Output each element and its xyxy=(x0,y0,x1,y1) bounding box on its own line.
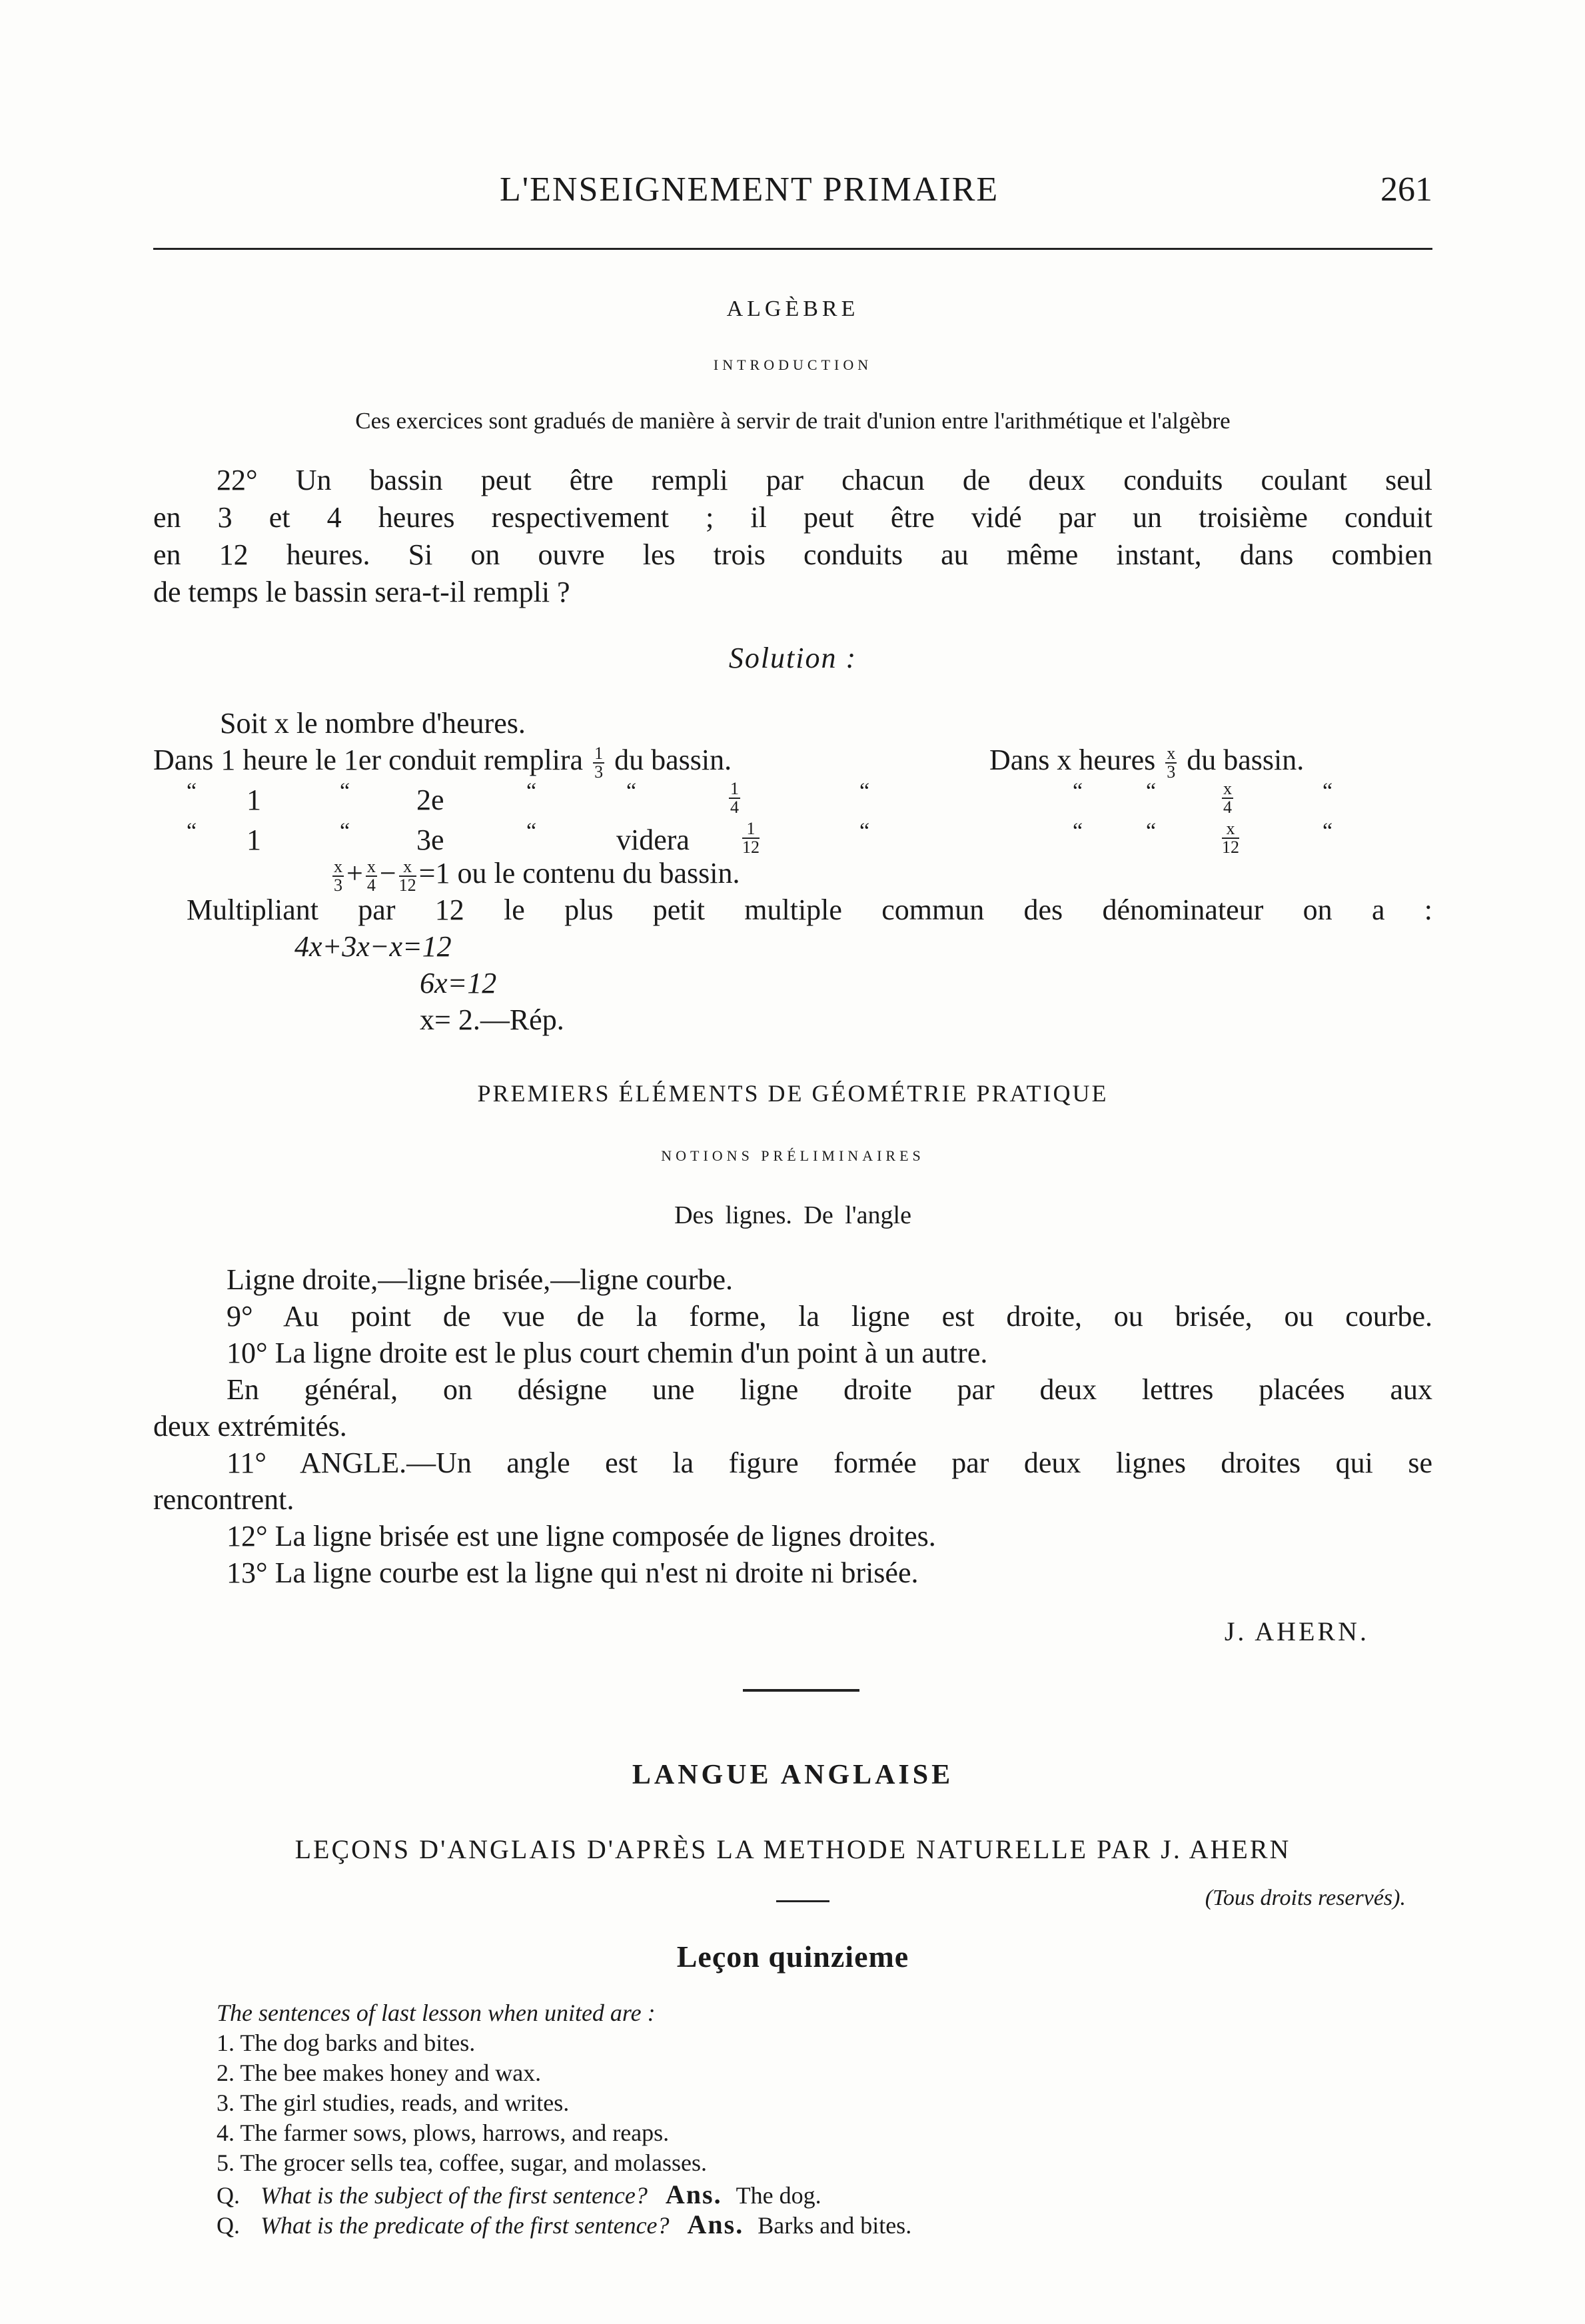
ditto-mark: “ xyxy=(340,779,350,804)
ditto-mark: “ xyxy=(187,819,197,844)
page xyxy=(153,0,1432,2324)
problem-line: en 3 et 4 heures respectivement ; il peut être vidé par un troisième conduit xyxy=(153,501,1432,534)
ditto-mark: “ xyxy=(1322,819,1333,844)
solution-line: Soit x le nombre d'heures. xyxy=(220,707,526,740)
problem-line: 22° Un bassin peut être rempli par chacun de deux conduits coulant seul xyxy=(217,464,1432,496)
lesson-intro: The sentences of last lesson when united are : xyxy=(217,2000,656,2026)
fraction: $\frac{1}{3}$ xyxy=(594,743,604,782)
signature: J. AHERN. xyxy=(1224,1616,1369,1646)
header-rule xyxy=(153,248,1432,250)
fraction: $\frac{x}{4}$ xyxy=(1223,779,1232,817)
list-item: 5. The grocer sells tea, coffee, sugar, and molasses. xyxy=(217,2149,707,2176)
ditto-mark: “ xyxy=(1146,779,1157,804)
dash-rule xyxy=(776,1900,829,1902)
geometry-line: En général, on désigne une ligne droite par deux lettres placées aux xyxy=(227,1373,1432,1406)
question-label: Q. xyxy=(217,2182,240,2209)
list-item: 2. The bee makes honey and wax. xyxy=(217,2059,542,2086)
ditto-mark: “ xyxy=(526,819,537,844)
fraction: $\frac{x}{12}$ xyxy=(398,856,416,895)
row2-num: 1 xyxy=(247,784,261,816)
question-label: Q. xyxy=(217,2212,240,2239)
page-number: 261 xyxy=(1380,171,1432,209)
english-subtitle: LEÇONS D'ANGLAIS D'APRÈS LA METHODE NATURELLE PAR J. AHERN xyxy=(294,1834,1291,1864)
multiply-line: Multipliant par 12 le plus petit multiple commun des dénominateur on a : xyxy=(187,893,1432,926)
lesson-title: Leçon quinzieme xyxy=(676,1940,909,1974)
answer-text: Barks and bites. xyxy=(758,2212,912,2239)
list-item: 3. The girl studies, reads, and writes. xyxy=(217,2089,570,2116)
fraction: $\frac{x}{12}$ xyxy=(1222,819,1239,857)
geometry-line: rencontrent. xyxy=(153,1483,294,1516)
answer-label: Ans. xyxy=(665,2179,722,2209)
geometry-topics: Des lignes. De l'angle xyxy=(674,1201,911,1229)
ditto-mark: “ xyxy=(859,819,870,844)
ditto-mark: “ xyxy=(1322,779,1333,804)
row2-ord: 2e xyxy=(416,784,444,816)
geometry-line: 10° La ligne droite est le plus court chemin d'un point à un autre. xyxy=(227,1337,988,1369)
ditto-mark: “ xyxy=(526,779,537,804)
row1-text: Dans x heures xyxy=(989,744,1156,776)
geometry-line: 9° Au point de vue de la forme, la ligne est droite, ou brisée, ou courbe. xyxy=(227,1300,1432,1333)
equation-3: x= 2.—Rép. xyxy=(420,1003,564,1036)
problem-line: en 12 heures. Si on ouvre les trois conduits au même instant, dans combien xyxy=(153,538,1432,571)
sum-equation: $\frac{x}{3}$ + $\frac{x}{4}$ − $\frac{x}{12}$ =1 ou le contenu du bassin. xyxy=(334,856,740,895)
geometry-line: 11° ANGLE.—Un angle est la figure formée par deux lignes droites qui se xyxy=(227,1447,1432,1479)
row1-text: du bassin. xyxy=(1187,744,1305,776)
ditto-mark: “ xyxy=(1073,819,1083,844)
row1-text: du bassin. xyxy=(614,744,732,776)
running-title: L'ENSEIGNEMENT PRIMAIRE xyxy=(500,171,999,209)
section-divider xyxy=(743,1689,859,1692)
question-text: What is the predicate of the first sentence? xyxy=(261,2212,670,2239)
sum-text: =1 ou le contenu du bassin. xyxy=(418,857,740,889)
solution-row-1-right xyxy=(989,743,1304,781)
question-line xyxy=(217,2179,821,2210)
rights-reserved: (Tous droits reservés). xyxy=(1205,1886,1406,1910)
ditto-mark: “ xyxy=(1146,819,1157,844)
running-head xyxy=(153,170,1432,217)
algebra-subheading: INTRODUCTION xyxy=(713,356,873,373)
question-text: What is the subject of the first sentence? xyxy=(261,2182,648,2209)
question-line xyxy=(217,2209,911,2240)
geometry-line: Ligne droite,—ligne brisée,—ligne courbe. xyxy=(227,1263,733,1296)
algebra-heading: ALGÈBRE xyxy=(726,296,859,321)
fraction: $\frac{x}{3}$ xyxy=(334,856,342,895)
geometry-subheading: NOTIONS PRÉLIMINAIRES xyxy=(661,1147,925,1164)
solution-row-2 xyxy=(153,779,1432,823)
ditto-mark: “ xyxy=(340,819,350,844)
row1-text: Dans 1 heure le 1er conduit remplira xyxy=(153,744,584,776)
fraction: $\frac{x}{4}$ xyxy=(366,856,376,895)
fraction: $\frac{1}{12}$ xyxy=(742,819,760,857)
ditto-mark: “ xyxy=(1073,779,1083,804)
ditto-mark: “ xyxy=(859,779,870,804)
row3-verb: videra xyxy=(616,824,690,856)
geometry-line: 12° La ligne brisée est une ligne composée de lignes droites. xyxy=(227,1520,936,1552)
problem-line: de temps le bassin sera-t-il rempli ? xyxy=(153,576,570,608)
algebra-intro: Ces exercices sont gradués de manière à servir de trait d'union entre l'arithmétique et l'algèbre xyxy=(355,408,1231,434)
equation-2: 6x=12 xyxy=(420,967,497,999)
fraction: $\frac{x}{3}$ xyxy=(1167,743,1176,782)
list-item: 4. The farmer sows, plows, harrows, and reaps. xyxy=(217,2119,670,2146)
ditto-mark: “ xyxy=(626,779,637,804)
answer-label: Ans. xyxy=(687,2209,744,2239)
geometry-heading: PREMIERS ÉLÉMENTS DE GÉOMÉTRIE PRATIQUE xyxy=(477,1080,1109,1107)
answer-text: The dog. xyxy=(736,2182,821,2209)
row3-num: 1 xyxy=(247,824,261,856)
fraction: $\frac{1}{4}$ xyxy=(730,779,739,817)
geometry-line: deux extrémités. xyxy=(153,1410,347,1443)
list-item: 1. The dog barks and bites. xyxy=(217,2030,476,2056)
row3-ord: 3e xyxy=(416,824,444,856)
equation-1: 4x+3x−x=12 xyxy=(294,930,452,963)
ditto-mark: “ xyxy=(187,779,197,804)
solution-row-1 xyxy=(153,743,732,781)
solution-title: Solution : xyxy=(728,642,857,674)
english-heading: LANGUE ANGLAISE xyxy=(632,1760,954,1790)
geometry-line: 13° La ligne courbe est la ligne qui n'est ni droite ni brisée. xyxy=(227,1556,919,1589)
